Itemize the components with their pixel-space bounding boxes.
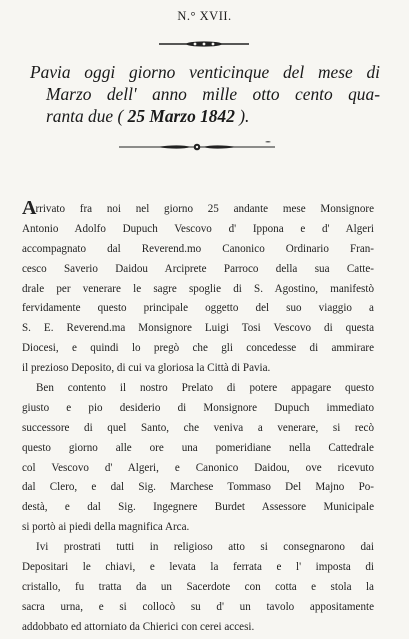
body-line: Ivi prostrati tutti in religioso atto si consegnarono dai xyxy=(36,541,374,554)
body-line: Ben contento il nostro Prelato di potere appagare questo xyxy=(36,382,374,395)
body-line: accompagnato dal Reverend.mo Canonico Ordinario Fran- xyxy=(22,242,374,255)
document-heading xyxy=(30,61,380,127)
body-line: si portò ai piedi della magnifica Arca. xyxy=(22,521,190,534)
body-line: successore di quel Santo, che veniva a venerare, si recò xyxy=(22,421,374,434)
body-line: Diocesi, e quindi lo pregò che gli concedesse di ammirare xyxy=(22,342,374,355)
body-line: il prezioso Deposito, di cui va gloriosa la Città di Pavia. xyxy=(22,362,271,375)
body-line: col Vescovo d' Algeri, e Canonico Daidou, ove ricevuto xyxy=(22,461,374,474)
heading-line-2: Marzo dell' anno mille otto cento qua- xyxy=(46,84,380,104)
document-body xyxy=(22,197,374,638)
middle-ornament-rule xyxy=(117,139,277,155)
heading-line-3 xyxy=(30,105,380,127)
body-line: addobbato ed attorniato da Chierici con cerei accesi. xyxy=(22,620,255,633)
heading-line-1: Pavia oggi giorno venticinque del mese di xyxy=(30,62,380,82)
body-line: sacra urna, e si collocò su d' un tavolo appositamente xyxy=(22,600,374,613)
body-line: dal Clero, e dal Sig. Marchese Tommaso Del Majno Po- xyxy=(22,481,374,494)
top-ornament-rule xyxy=(157,40,251,48)
body-line: giusto e pio desiderio di Monsignore Dupuch immediato xyxy=(22,401,374,414)
body-line: cesco Saverio Daidou Arciprete Parroco della sua Catte- xyxy=(22,262,374,275)
body-line: fervidamente questo principale oggetto del suo viaggio a xyxy=(22,302,374,315)
heading-line-3-suffix: ). xyxy=(234,106,250,126)
heading-line-3-prefix: ranta due ( xyxy=(46,106,128,126)
body-line: destà, e dal Sig. Ingegnere Burdet Assessore Municipale xyxy=(22,501,374,514)
body-line: cristallo, fu tratta da un Sacerdote con cotta e stola la xyxy=(22,580,374,593)
body-line-first: Arrivato fra noi nel giorno 25 andante mese Monsignore xyxy=(22,197,374,219)
body-line: Antonio Adolfo Dupuch Vescovo d' Ippona e d' Algeri xyxy=(22,222,374,235)
body-line: Depositari le chiavi, e levata la ferrata e l' imposta di xyxy=(22,561,374,574)
body-line: questo giorno alle ore una pomeridiane nella Cattedrale xyxy=(22,441,374,454)
heading-date: 25 Marzo 1842 xyxy=(127,106,235,126)
body-line: S. E. Reverend.ma Monsignore Luigi Tosi Vescovo di questa xyxy=(22,322,374,335)
body-line: drale per venerare le sagre spoglie di S. Agostino, manifestò xyxy=(22,282,374,295)
document-number: N.° XVII. xyxy=(177,9,232,23)
drop-cap: A xyxy=(22,197,36,219)
